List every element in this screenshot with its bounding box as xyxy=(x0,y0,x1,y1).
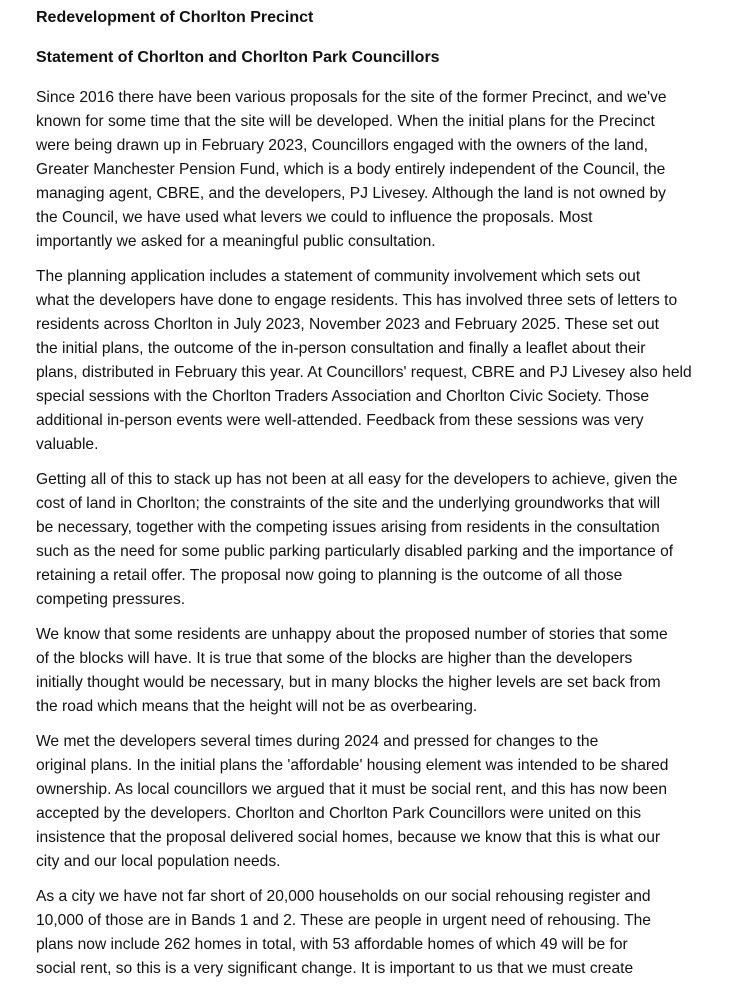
paragraph-line: the Council, we have used what levers we could to influence the proposals. Most xyxy=(36,209,593,226)
body-paragraph xyxy=(36,623,732,719)
paragraph-line: plans, distributed in February this year. At Councillors' request, CBRE and PJ Livesey also held xyxy=(36,364,692,381)
paragraph-line: initially thought would be necessary, but in many blocks the higher levels are set back from xyxy=(36,674,661,691)
paragraph-line: Getting all of this to stack up has not been at all easy for the developers to achieve, given the xyxy=(36,471,678,488)
document-subtitle: Statement of Chorlton and Chorlton Park Councillors xyxy=(36,49,440,66)
paragraph-line: ownership. As local councillors we argued that it must be social rent, and this has now been xyxy=(36,781,668,798)
document-page xyxy=(36,6,732,992)
paragraph-line: social rent, so this is a very significant change. It is important to us that we must create xyxy=(36,960,634,977)
paragraph-line: The planning application includes a statement of community involvement which sets out xyxy=(36,268,641,285)
paragraph-line: special sessions with the Chorlton Traders Association and Chorlton Civic Society. Those xyxy=(36,388,650,405)
paragraph-line: additional in-person events were well-attended. Feedback from these sessions was very xyxy=(36,412,644,429)
body-paragraph xyxy=(36,86,732,254)
paragraph-line: We met the developers several times during 2024 and pressed for changes to the xyxy=(36,733,599,750)
paragraph-line: original plans. In the initial plans the 'affordable' housing element was intended to be shared xyxy=(36,757,669,774)
paragraph-line: cost of land in Chorlton; the constraints of the site and the underlying groundworks that will xyxy=(36,495,661,512)
body-paragraph xyxy=(36,730,732,874)
document-body xyxy=(36,86,732,981)
paragraph-line: We know that some residents are unhappy about the proposed number of stories that some xyxy=(36,626,668,643)
body-paragraph xyxy=(36,265,732,457)
paragraph-line: what the developers have done to engage residents. This has involved three sets of letters to xyxy=(36,292,678,309)
paragraph-line: of the blocks will have. It is true that some of the blocks are higher than the developers xyxy=(36,650,633,667)
paragraph-line: such as the need for some public parking particularly disabled parking and the importance of xyxy=(36,543,674,560)
paragraph-line: valuable. xyxy=(36,436,99,453)
paragraph-line: the road which means that the height will not be as overbearing. xyxy=(36,698,478,715)
paragraph-line: the initial plans, the outcome of the in-person consultation and finally a leaflet about their xyxy=(36,340,646,357)
paragraph-line: residents across Chorlton in July 2023, November 2023 and February 2025. These set out xyxy=(36,316,659,333)
paragraph-line: city and our local population needs. xyxy=(36,853,281,870)
body-paragraph xyxy=(36,468,732,612)
paragraph-line: known for some time that the site will be developed. When the initial plans for the Precinct xyxy=(36,113,655,130)
document-title: Redevelopment of Chorlton Precinct xyxy=(36,9,314,26)
paragraph-line: managing agent, CBRE, and the developers, PJ Livesey. Although the land is not owned by xyxy=(36,185,666,202)
paragraph-line: Greater Manchester Pension Fund, which is a body entirely independent of the Council, the xyxy=(36,161,666,178)
paragraph-line: be necessary, together with the competing issues arising from residents in the consultation xyxy=(36,519,660,536)
paragraph-line: 10,000 of those are in Bands 1 and 2. These are people in urgent need of rehousing. The xyxy=(36,912,651,929)
body-paragraph xyxy=(36,885,732,981)
paragraph-line: were being drawn up in February 2023, Councillors engaged with the owners of the land, xyxy=(36,137,648,154)
paragraph-line: Since 2016 there have been various proposals for the site of the former Precinct, and we've xyxy=(36,89,667,106)
paragraph-line: As a city we have not far short of 20,000 households on our social rehousing register and xyxy=(36,888,651,905)
paragraph-line: accepted by the developers. Chorlton and Chorlton Park Councillors were united on this xyxy=(36,805,642,822)
paragraph-line: retaining a retail offer. The proposal now going to planning is the outcome of all those xyxy=(36,567,623,584)
paragraph-line: plans now include 262 homes in total, with 53 affordable homes of which 49 will be for xyxy=(36,936,628,953)
paragraph-line: insistence that the proposal delivered social homes, because we know that this is what our xyxy=(36,829,661,846)
paragraph-line: importantly we asked for a meaningful public consultation. xyxy=(36,233,436,250)
paragraph-line: competing pressures. xyxy=(36,591,186,608)
